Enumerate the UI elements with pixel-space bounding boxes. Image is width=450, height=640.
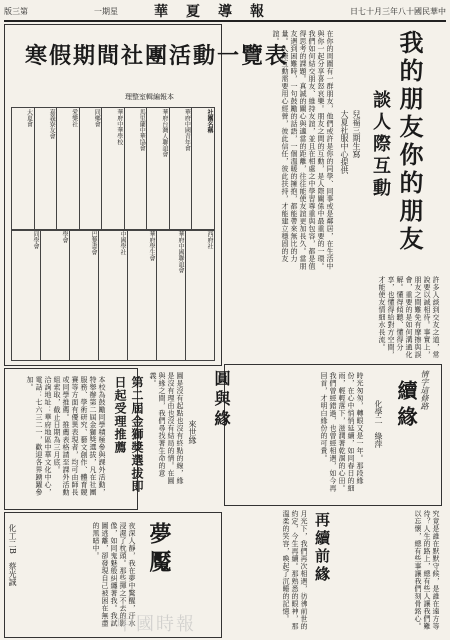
- friend-body-continued: 許多人談到交友之道，常說要以誠相待。事實上，朋友之間難免有摩擦與誤會，重要的是如何溝通化解。懂得傾聽、懂得分享，也懂得給對方空間，才能使友情細水長流。: [378, 276, 440, 359]
- fate-body: 圓是沒有起點也沒有終點的線，緣是沒有理由也沒有結局的情。在圓與緣之間，我們尋找著生命的意義。: [149, 372, 184, 485]
- dream-title: 夢魘: [146, 522, 172, 578]
- page-number: 版三第: [4, 7, 28, 16]
- dream-body: 夜深人靜，我在夢中驚醒，汗水浸濕了枕頭。那些揮之不去的影像，如同鬼魅般糾纏著我。我試圖逃離，卻發現自己被困在無盡的黑暗中。: [92, 522, 136, 627]
- table-cell: 中國學社: [99, 230, 128, 361]
- continue-body: 月光下，我們再次相遇，彷彿前世的約定，今生再續。那熟悉的眼神，那溫柔的笑容，喚起了沉睡的記憶。: [282, 510, 308, 630]
- friend-headline: 我的朋友你的朋友: [395, 30, 424, 254]
- table-cell: 華府中華學校: [102, 108, 125, 231]
- table-header: 社團名稱: [192, 108, 215, 231]
- table-cell: 華府中國聯誼會: [157, 230, 186, 361]
- extra-column-body: 究竟是誰在默默守候，是誰在遠方等待？人生的路上，總有些人讓我們難以忘懷，總有些事讓我們刻骨銘心。: [414, 510, 440, 630]
- table-cell: 大夏會: [12, 108, 35, 231]
- paper-name: 華夏導報: [154, 4, 282, 20]
- event-table-title: 寒假期間社團活動一覽表: [25, 43, 290, 69]
- schedule-table-bottom: [11, 229, 215, 361]
- table-cell: 華府學生會: [128, 230, 157, 361]
- fate-author: 來世緣: [188, 420, 197, 444]
- sequel-author: 化學二 綠萍: [374, 400, 383, 448]
- event-table-compiler: 理整室輯編報本: [125, 93, 174, 101]
- watermark: 中國時報: [116, 614, 196, 635]
- sequel-body: 時光匆匆，轉眼又是一年。那段緣份，在心中悄悄延續，如同春日的細雨，輕輕落下，滋潤著乾涸的心田。我們曾經錯過，也曾經相遇，如今再回首，才明白緣份的可貴。: [320, 372, 364, 492]
- friend-body: 在你的周圍有一群朋友，他們或許是你的同學、同事或是鄰居，在生活中與你一起分享喜怒哀樂。朋友之間的互動，是人際關係中最重要的一環。我們如何結交朋友、維持友誼，並且在相處之中學習尊重與包容，都是值得思考的課題。真誠的關心與適當的距離，往往能使友誼更加長久。當朋友遇到困難時，一句鼓勵的話語，一個溫暖的擁抱，都能帶來無比的力量。人際互動需要用心經營，彼此信任，彼此扶持，才能建立穩固的友誼。: [272, 30, 334, 270]
- notice-body: 洽詢地址：華府地區中華文化中心，電話：七六三二一，歡迎各界踴躍參加。: [26, 376, 52, 496]
- continue-title: 再續前緣: [313, 512, 331, 584]
- masthead: [4, 4, 446, 22]
- table-cell: 華府中國青年會: [169, 108, 192, 231]
- friend-subhead: 談人際互動: [370, 90, 391, 200]
- weekday: 一期星: [94, 7, 118, 16]
- table-cell: 同學會: [12, 230, 41, 361]
- table-cell: 同鄉會: [79, 108, 102, 231]
- table-cell: 華府台灣人聯誼會: [147, 108, 170, 231]
- event-table-block: [4, 24, 290, 366]
- table-cell: 西府社: [186, 230, 215, 361]
- sequel-title: 續緣: [394, 380, 418, 432]
- award-body: 本校為鼓勵同學積極參與課外活動，特舉辦第二屆金獅獎選拔，凡在社團服務、學術研究、藝文創作、體育競賽等方面有優異表現者，均可由師長或同學推薦。推薦表格請至課外活動組索取，截止日期為三月底。: [53, 376, 106, 496]
- issue-date: 日七十月三年八十國民華中: [350, 7, 446, 16]
- table-cell: 馬里蘭中華協會: [124, 108, 147, 231]
- table-cell: 學會: [41, 230, 70, 361]
- sequel-label: 情字這條路: [420, 370, 429, 410]
- fate-title: 圓與緣: [212, 370, 231, 430]
- table-cell: 愛樂社: [57, 108, 80, 231]
- award-title: 第二屆金獅獎選拔即日起受理推薦: [113, 376, 144, 493]
- dream-author: 化工二B 蔡光誠: [8, 524, 17, 586]
- friend-byline: 兒福三期生寫: [352, 110, 361, 158]
- schedule-table-top: [11, 107, 215, 231]
- table-cell: 巴黎書會: [70, 230, 99, 361]
- friend-source: 大夏社服中心提供: [340, 110, 349, 174]
- table-cell: 嘉義寮友會: [34, 108, 57, 231]
